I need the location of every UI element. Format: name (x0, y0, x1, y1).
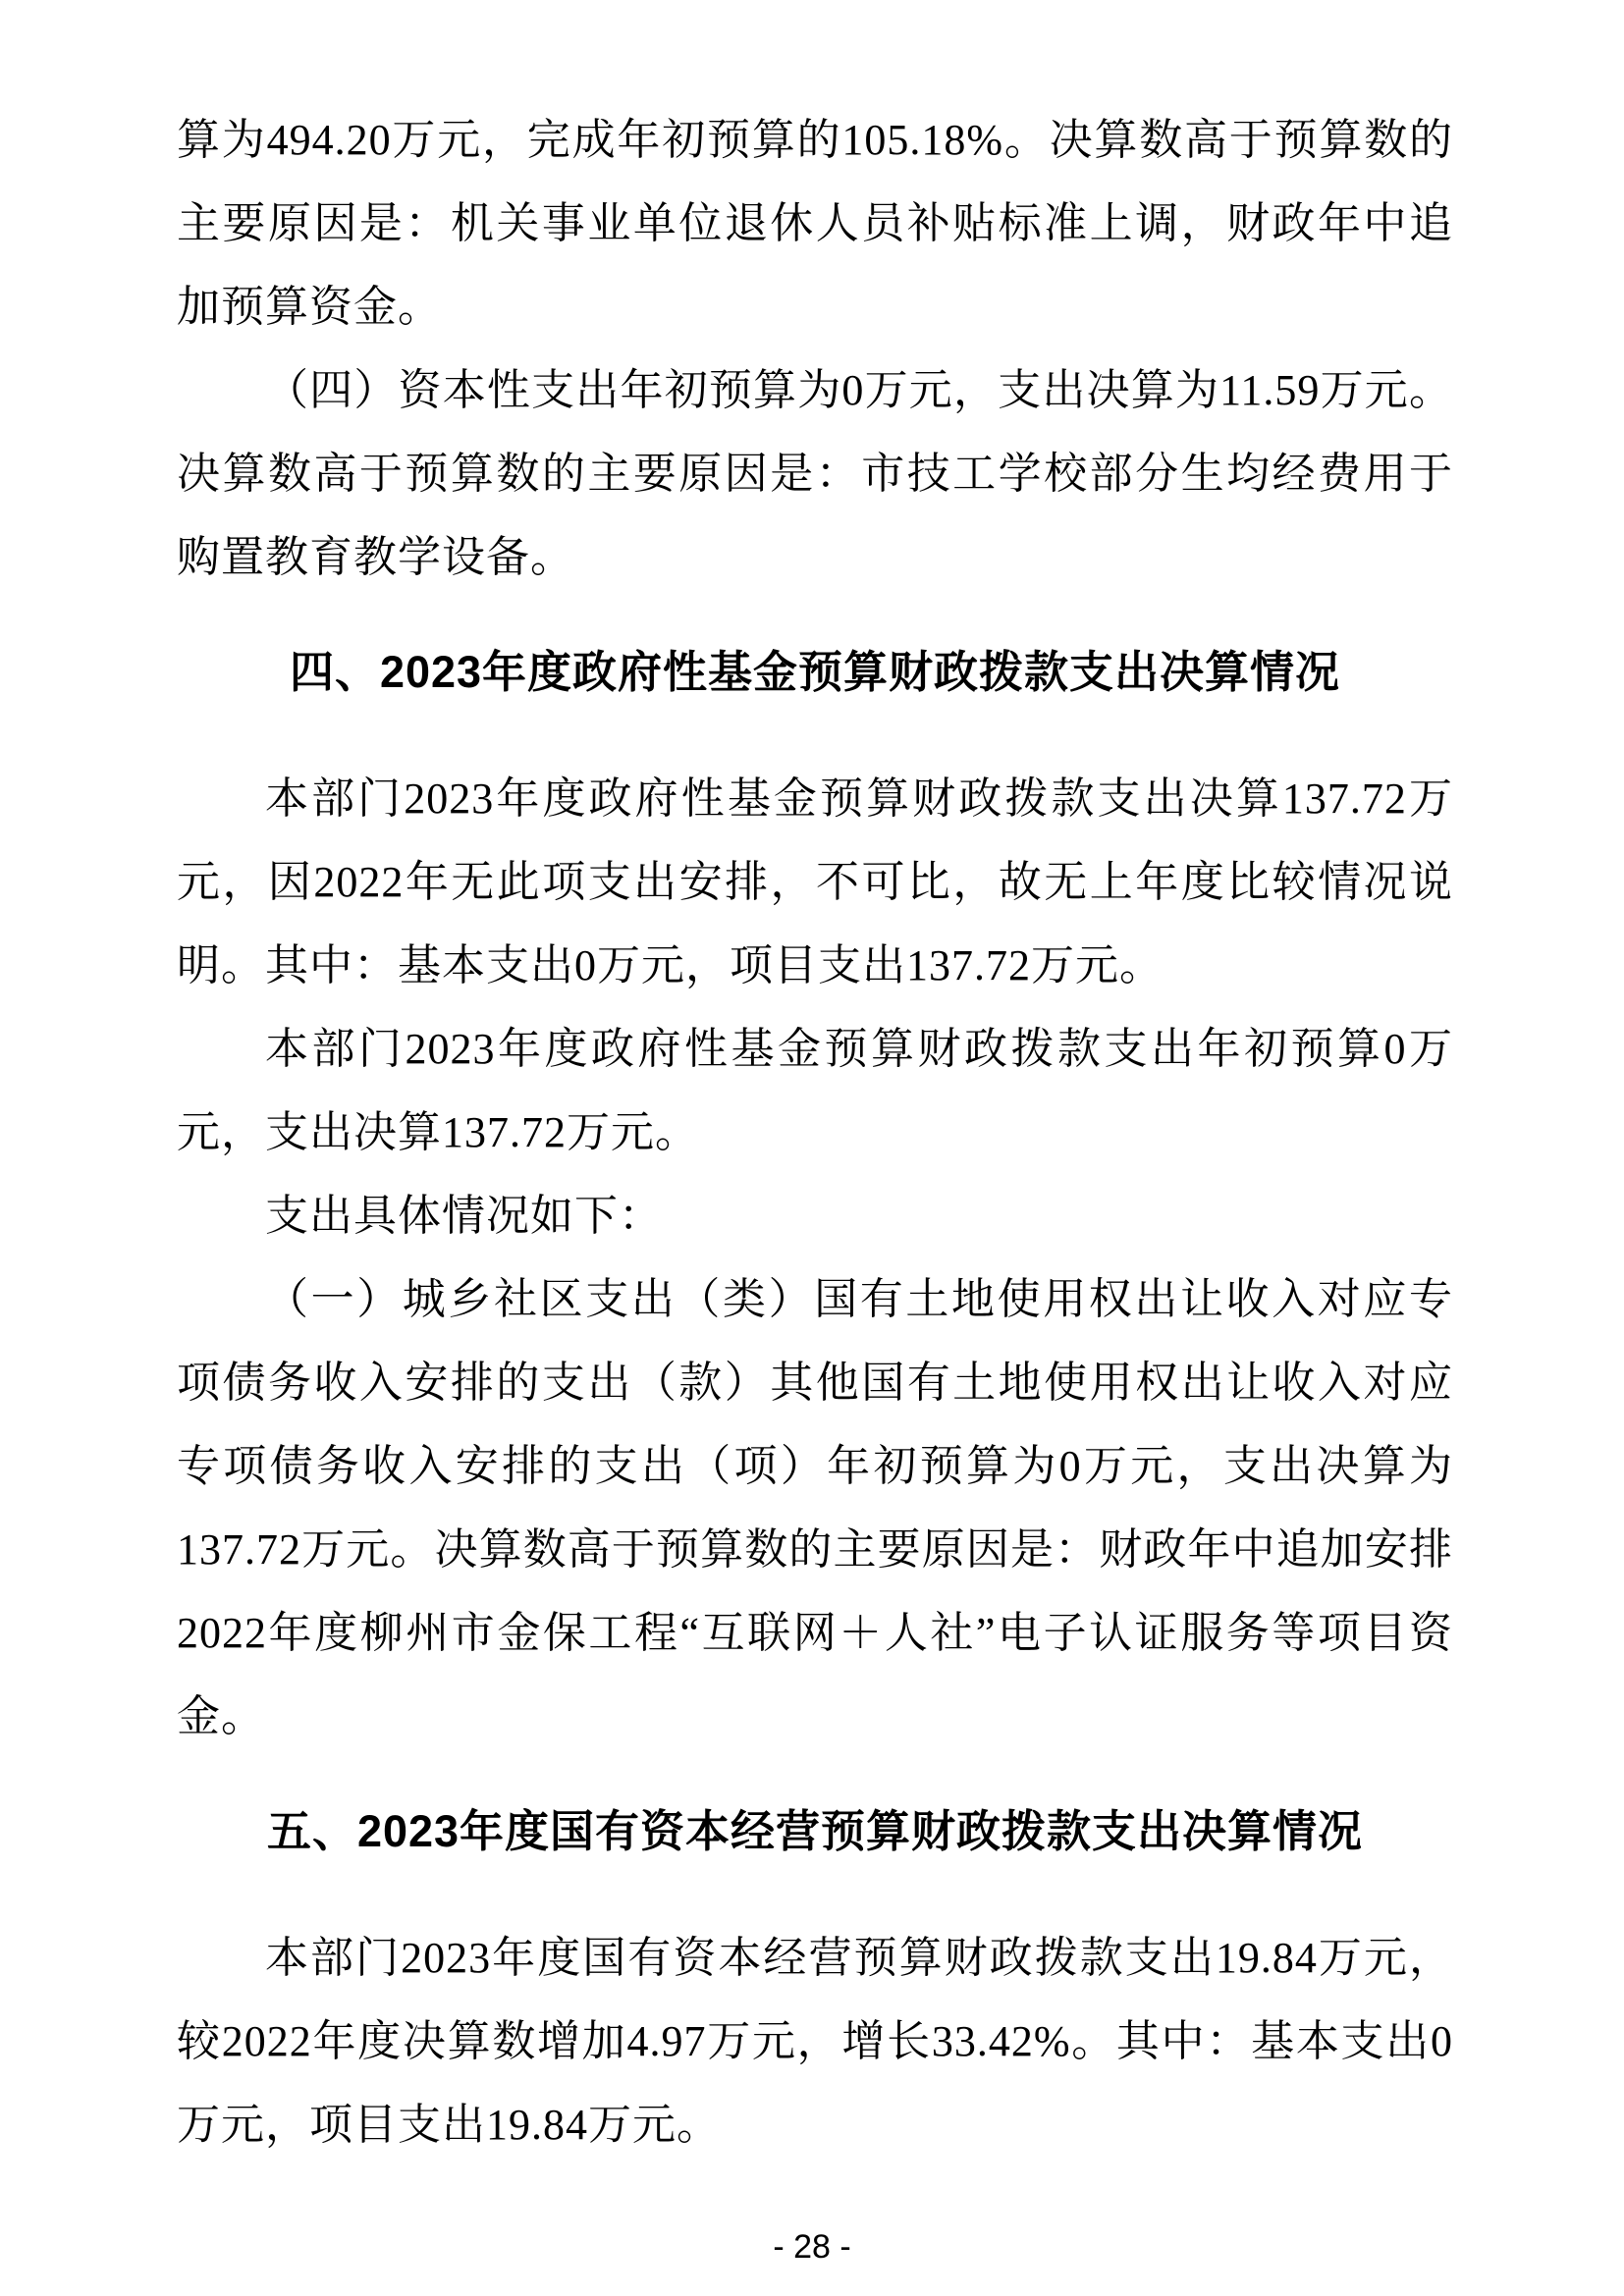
paragraph-urban-rural-community-expenditure: （一）城乡社区支出（类）国有土地使用权出让收入对应专项债务收入安排的支出（款）其他国有土地使用权出让收入对应专项债务收入安排的支出（项）年初预算为0万元，支出决算为137.72万元。决算数高于预算数的主要原因是：财政年中追加安排2022年度柳州市金保工程“互联网＋人社”电子认证服务等项目资金。 (177, 1275, 1453, 1740)
section-heading-government-funds: 四、2023年度政府性基金预算财政拨款支出决算情况 (289, 647, 1341, 697)
section-heading-state-capital: 五、2023年度国有资本经营预算财政拨款支出决算情况 (266, 1806, 1364, 1856)
page-number: - 28 - (773, 2228, 851, 2266)
paragraph-continuation: 算为494.20万元，完成年初预算的105.18%。决算数高于预算数的主要原因是：机关事业单位退休人员补贴标准上调，财政年中追加预算资金。 (177, 116, 1453, 331)
paragraph-state-capital-expenditure: 本部门2023年度国有资本经营预算财政拨款支出19.84万元，较2022年度决算数增加4.97万元，增长33.42%。其中：基本支出0万元，项目支出19.84万元。 (177, 1934, 1453, 2149)
paragraph-fund-expenditure-total: 本部门2023年度政府性基金预算财政拨款支出决算137.72万元，因2022年无此项支出安排，不可比，故无上年度比较情况说明。其中：基本支出0万元，项目支出137.72万元。 (177, 774, 1453, 989)
paragraph-expenditure-details-intro: 支出具体情况如下： (265, 1192, 663, 1240)
page-footer (0, 2227, 1624, 2267)
paragraph-fund-budget-vs-final: 本部门2023年度政府性基金预算财政拨款支出年初预算0万元，支出决算137.72万元。 (177, 1025, 1453, 1156)
paragraph-capital-expenditure: （四）资本性支出年初预算为0万元，支出决算为11.59万元。决算数高于预算数的主要原因是：市技工学校部分生均经费用于购置教育教学设备。 (177, 366, 1453, 581)
